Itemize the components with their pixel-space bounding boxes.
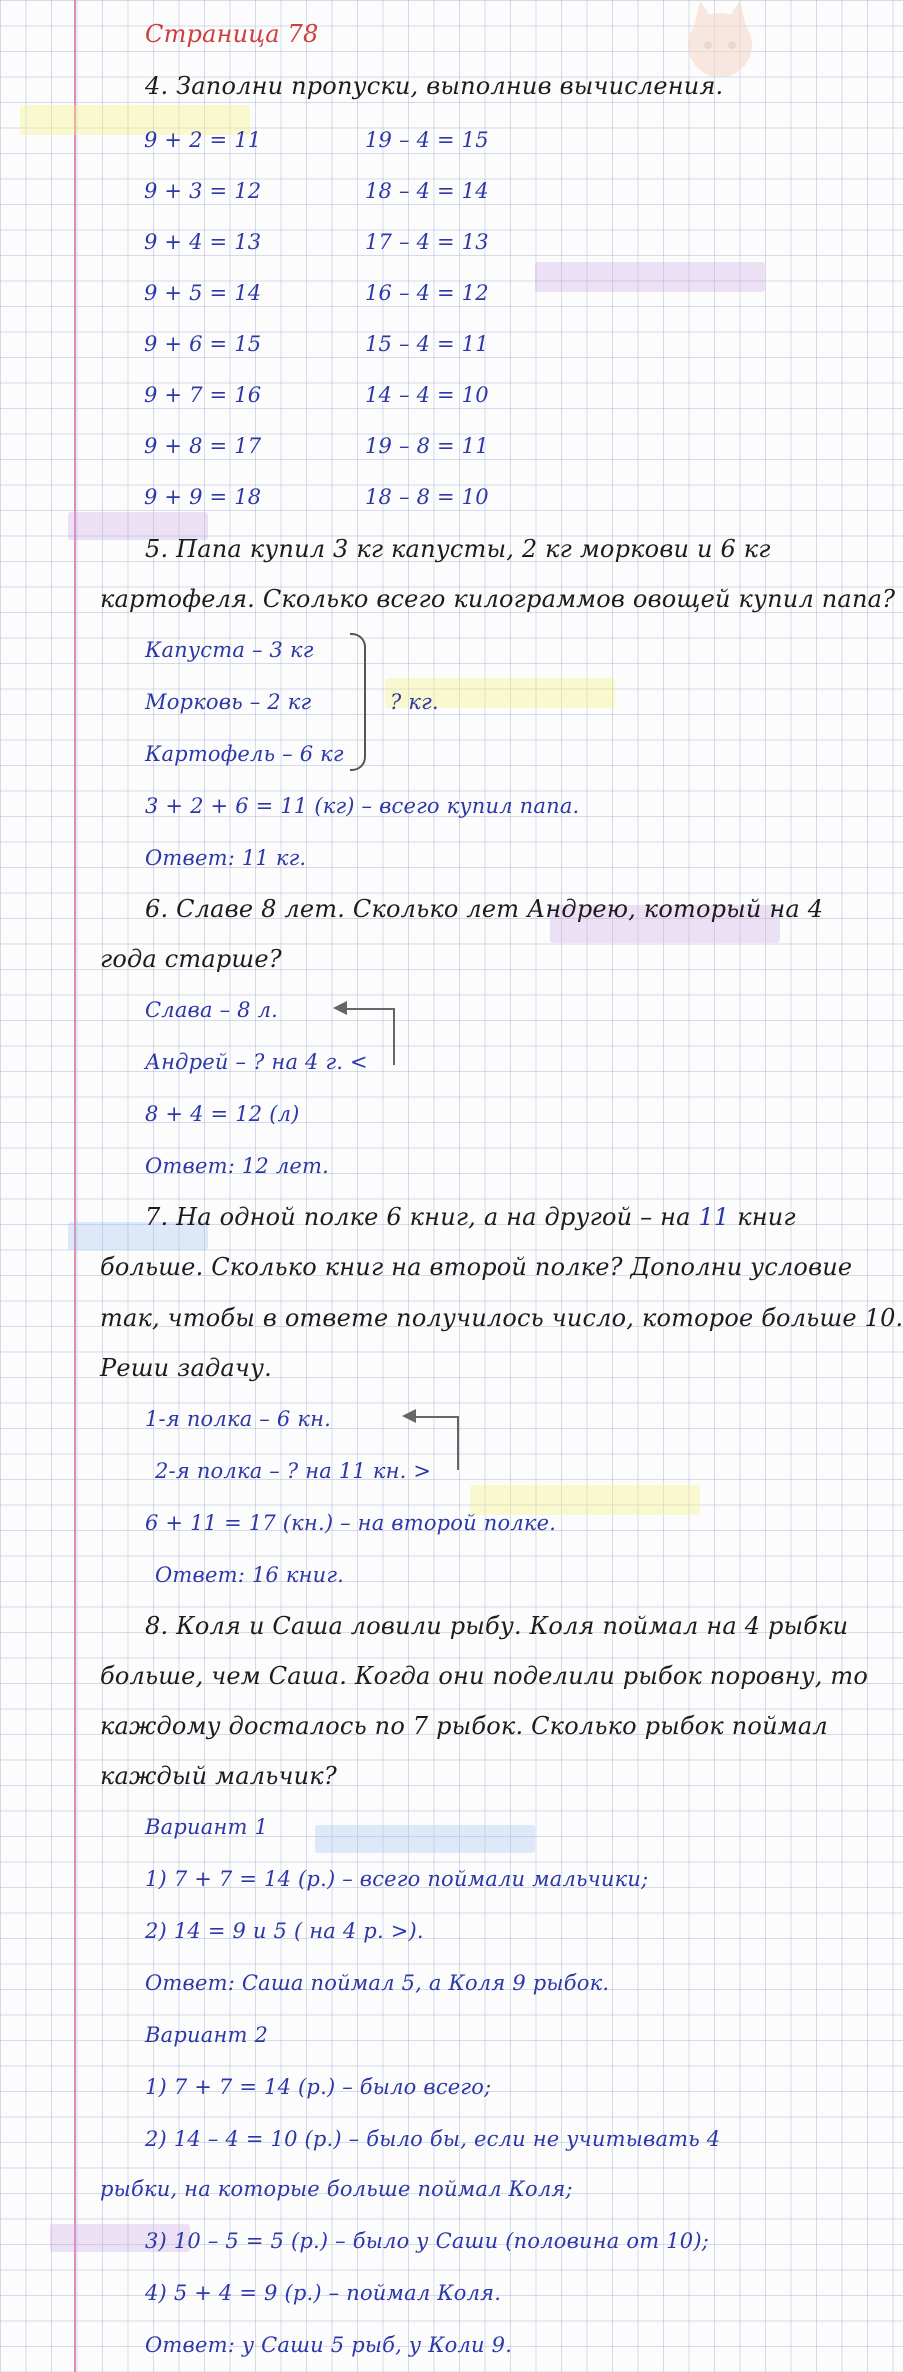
- task7-text: больше. Сколько книг на второй полке? Дополни условие: [100, 1253, 853, 1281]
- task4-expr: 9 + 4 = 13: [144, 230, 262, 254]
- task7-item: 2-я полка – ? на 11 кн. >: [155, 1459, 432, 1483]
- task5-item: Капуста – 3 кг: [145, 638, 314, 662]
- task4-expr: 18 – 8 = 10: [365, 485, 489, 509]
- task5-question: ? кг.: [390, 690, 439, 714]
- arrow-head-icon: [333, 1001, 347, 1015]
- curly-brace: [350, 633, 366, 771]
- task4-expr: 9 + 6 = 15: [144, 332, 262, 356]
- task7-solution: 6 + 11 = 17 (кн.) – на второй полке.: [145, 1511, 557, 1535]
- task6-answer: Ответ: 12 лет.: [145, 1154, 330, 1178]
- task4-expr: 15 – 4 = 11: [365, 332, 489, 356]
- task8-text: каждый мальчик?: [100, 1762, 337, 1790]
- task4-expr: 19 – 4 = 15: [365, 128, 489, 152]
- task5-text: 5. Папа купил 3 кг капусты, 2 кг моркови и 6 кг: [145, 535, 771, 563]
- solution-step: рыбки, на которые больше поймал Коля;: [100, 2177, 573, 2201]
- solution-step: 4) 5 + 4 = 9 (р.) – поймал Коля.: [145, 2281, 502, 2305]
- task8-text: 8. Коля и Саша ловили рыбу. Коля поймал на 4 рыбки: [145, 1612, 849, 1640]
- solution-step: 1) 7 + 7 = 14 (р.) – было всего;: [145, 2075, 492, 2099]
- task6-item: Андрей – ? на 4 г. <: [145, 1050, 368, 1074]
- task6-text: 6. Славе 8 лет. Сколько лет Андрею, который на 4: [145, 895, 824, 923]
- task4-expr: 9 + 7 = 16: [144, 383, 262, 407]
- variant-answer: Ответ: у Саши 5 рыб, у Коли 9.: [145, 2333, 513, 2357]
- task6-item: Слава – 8 л.: [145, 998, 279, 1022]
- page-title: Страница 78: [145, 20, 319, 48]
- task6-solution: 8 + 4 = 12 (л): [145, 1102, 300, 1126]
- task5-item: Картофель – 6 кг: [145, 742, 344, 766]
- task7-text: [145, 1203, 796, 1231]
- solution-step: 2) 14 = 9 и 5 ( на 4 р. >).: [145, 1919, 424, 1943]
- task4-expr: 19 – 8 = 11: [365, 434, 489, 458]
- task5-solution: 3 + 2 + 6 = 11 (кг) – всего купил папа.: [145, 794, 580, 818]
- task7-text-part: 7. На одной полке 6 книг, а на другой – на: [145, 1203, 699, 1231]
- task4-expr: 16 – 4 = 12: [365, 281, 489, 305]
- task8-text: каждому досталось по 7 рыбок. Сколько рыбок поймал: [100, 1712, 828, 1740]
- variant-answer: Ответ: Саша поймал 5, а Коля 9 рыбок.: [145, 1971, 610, 1995]
- watermark-2: [535, 262, 765, 292]
- task7-highlight-number: 11: [698, 1203, 730, 1231]
- solution-step: 3) 10 – 5 = 5 (р.) – было у Саши (половина от 10);: [145, 2229, 710, 2253]
- task8-text: больше, чем Саша. Когда они поделили рыбок поровну, то: [100, 1662, 868, 1690]
- task4-expr: 17 – 4 = 13: [365, 230, 489, 254]
- watermark-8: [315, 1825, 535, 1853]
- task5-text: картофеля. Сколько всего килограммов овощей купил папа?: [100, 585, 896, 613]
- notebook-margin-line: [74, 0, 76, 2372]
- task7-text-part: книг: [729, 1203, 796, 1231]
- solution-step: 2) 14 – 4 = 10 (р.) – было бы, если не учитывать 4: [145, 2127, 721, 2151]
- task5-answer: Ответ: 11 кг.: [145, 846, 307, 870]
- task4-expr: 9 + 5 = 14: [144, 281, 262, 305]
- task4-expr: 9 + 8 = 17: [144, 434, 262, 458]
- task4-title: 4. Заполни пропуски, выполнив вычисления.: [145, 72, 724, 100]
- task6-text: года старше?: [100, 945, 282, 973]
- task4-expr: 18 – 4 = 14: [365, 179, 489, 203]
- task7-text: так, чтобы в ответе получилось число, которое больше 10.: [100, 1304, 903, 1332]
- task5-item: Морковь – 2 кг: [145, 690, 312, 714]
- task4-expr: 9 + 9 = 18: [144, 485, 262, 509]
- task4-expr: 14 – 4 = 10: [365, 383, 489, 407]
- task4-expr: 9 + 2 = 11: [144, 128, 262, 152]
- solution-step: 1) 7 + 7 = 14 (р.) – всего поймали мальчики;: [145, 1867, 649, 1891]
- variant-title: Вариант 2: [145, 2023, 269, 2047]
- task7-text: Реши задачу.: [100, 1354, 272, 1382]
- arrow-head-icon: [402, 1409, 416, 1423]
- task7-answer: Ответ: 16 книг.: [155, 1563, 345, 1587]
- task7-item: 1-я полка – 6 кн.: [145, 1407, 331, 1431]
- variant-title: Вариант 1: [145, 1815, 269, 1839]
- task4-expr: 9 + 3 = 12: [144, 179, 262, 203]
